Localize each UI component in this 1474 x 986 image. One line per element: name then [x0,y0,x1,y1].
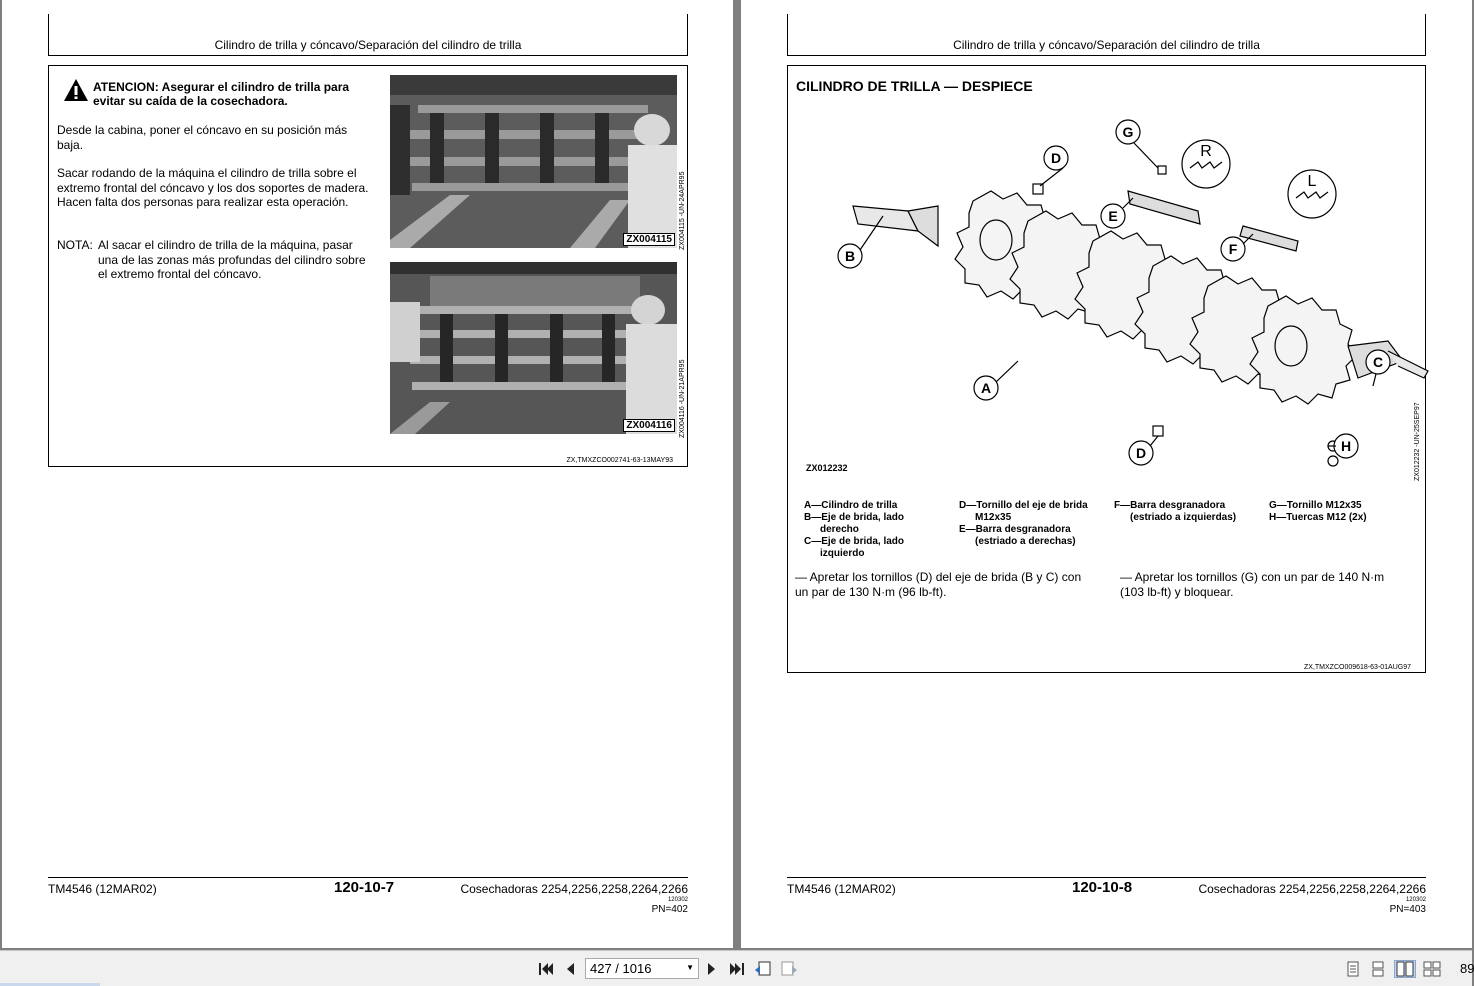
photo-side-code: ZX004116 -UN-21APR95 [679,359,686,438]
footer-page-number: 120-10-7 [334,879,395,896]
frame-reference-code: ZX,TMXZCO009618-63-01AUG97 [1304,664,1411,671]
header-text: Cilindro de trilla y cóncavo/Separación del cilindro de trilla [214,38,522,52]
callout-label: D [1050,150,1062,166]
content-frame [787,65,1426,673]
photo-tag: ZX004116 [623,419,675,432]
note-text: Al sacar el cilindro de trilla de la máquina, pasar una de las zonas más profundas del cilindro sobre el extremo frontal del cóncavo. [98,238,366,281]
continuous-page-icon [1371,961,1385,977]
continuous-facing-icon [1423,961,1441,977]
previous-page-button[interactable] [561,960,579,978]
navigation-toolbar [0,950,1472,986]
figure-side-code: ZX012232 -UN-25SEP97 [1414,402,1421,481]
callout-label: F [1228,241,1238,257]
callout-label: E [1108,208,1118,224]
go-forward-button[interactable] [780,960,798,978]
frame-reference-code: ZX,TMXZCO002741-63-13MAY93 [566,457,673,464]
callout-label: D [1135,445,1147,461]
content-frame [48,65,688,467]
footer-pn: PN=402 [651,904,688,915]
warning-text: ATENCION: Asegurar el cilindro de trilla para evitar su caída de la cosechadora. [93,80,350,108]
header-text: Cilindro de trilla y cóncavo/Separación del cilindro de trilla [953,38,1260,52]
page-left [2,0,733,948]
previous-page-icon [564,962,576,976]
footer-models: Cosechadoras 2254,2256,2258,2264,2266 [1198,882,1426,896]
first-page-icon [538,962,554,976]
photo-cylinder-removal-1 [390,75,677,248]
note-label: NOTA: [57,238,93,252]
continuous-view-button[interactable] [1369,960,1387,978]
legend-item: C—Eje de brida, lado izquierdo [804,536,905,559]
legend-item: A—Cilindro de trilla [804,500,898,511]
callout-label: G [1122,124,1134,140]
footer-page-number: 120-10-8 [1072,879,1133,896]
next-page-icon [706,962,718,976]
callout-label: C [1372,354,1384,370]
exploded-view-diagram [828,116,1428,476]
photo-tag: ZX004115 [623,233,675,246]
footer-rule [787,877,1426,878]
facing-pages-icon [1396,961,1414,977]
page-number-input[interactable] [585,958,699,979]
last-page-button[interactable] [728,960,746,978]
callout-label: B [844,248,856,264]
chevron-down-icon: ▼ [686,963,694,972]
last-page-icon [729,962,745,976]
callout-label: H [1340,438,1352,454]
page-right [741,0,1472,948]
legend-item: E—Barra desgranadora (estriado a derechas) [959,524,1076,547]
callout-label: L [1307,173,1317,190]
legend-column [959,500,1099,548]
photo-cylinder-removal-2 [390,262,677,434]
footer-rule [48,877,688,878]
footer-manual-id: TM4546 (12MAR02) [48,882,157,896]
legend-item: D—Tornillo del eje de brida M12x35 [959,500,1088,523]
go-forward-icon [780,961,798,977]
page-indicator: 427 / 1016 [590,961,652,976]
footer-models: Cosechadoras 2254,2256,2258,2264,2266 [460,882,688,896]
footer-pn: PN=403 [1389,904,1426,915]
legend-column [804,500,944,560]
single-page-icon [1346,961,1360,977]
legend-item: F—Barra desgranadora (estriado a izquierdas) [1114,500,1237,523]
legend-item: H—Tuercas M12 (2x) [1269,512,1367,523]
single-page-view-button[interactable] [1344,960,1362,978]
zoom-level[interactable]: 89 [1460,961,1474,976]
footer-manual-id: TM4546 (12MAR02) [787,882,896,896]
go-back-icon [754,961,772,977]
legend-column [1269,500,1409,524]
figure-code: ZX012232 [806,463,848,473]
instruction-paragraph: Sacar rodando de la máquina el cilindro de trilla sobre el extremo frontal del cóncavo y los dos soportes de madera. Hacen falta dos personas para realizar esta operación. [57,166,369,209]
torque-instruction: — Apretar los tornillos (G) con un par de 140 N·m (103 lb-ft) y bloquear. [1120,570,1385,599]
footer-date: 120302 [1405,897,1426,903]
section-title: CILINDRO DE TRILLA — DESPIECE [796,78,1033,94]
continuous-facing-view-button[interactable] [1423,960,1441,978]
instruction-paragraph: Desde la cabina, poner el cóncavo en su posición más baja. [57,123,348,152]
note [57,238,372,282]
legend-item: B—Eje de brida, lado derecho [804,512,905,535]
legend-item: G—Tornillo M12x35 [1269,500,1362,511]
torque-instruction: — Apretar los tornillos (D) del eje de brida (B y C) con un par de 130 N·m (96 lb-ft). [795,570,1082,599]
footer-date: 120302 [667,897,688,903]
legend-column [1114,500,1254,524]
next-page-button[interactable] [703,960,721,978]
page-header [48,14,688,56]
callout-label: A [980,380,992,396]
page-header [787,14,1426,56]
first-page-button[interactable] [537,960,555,978]
warning-icon [63,78,89,102]
callout-label: R [1200,143,1212,160]
go-back-button[interactable] [754,960,772,978]
photo-side-code: ZX004115 -UN-24APR95 [679,171,686,250]
facing-pages-view-button[interactable] [1394,960,1416,978]
